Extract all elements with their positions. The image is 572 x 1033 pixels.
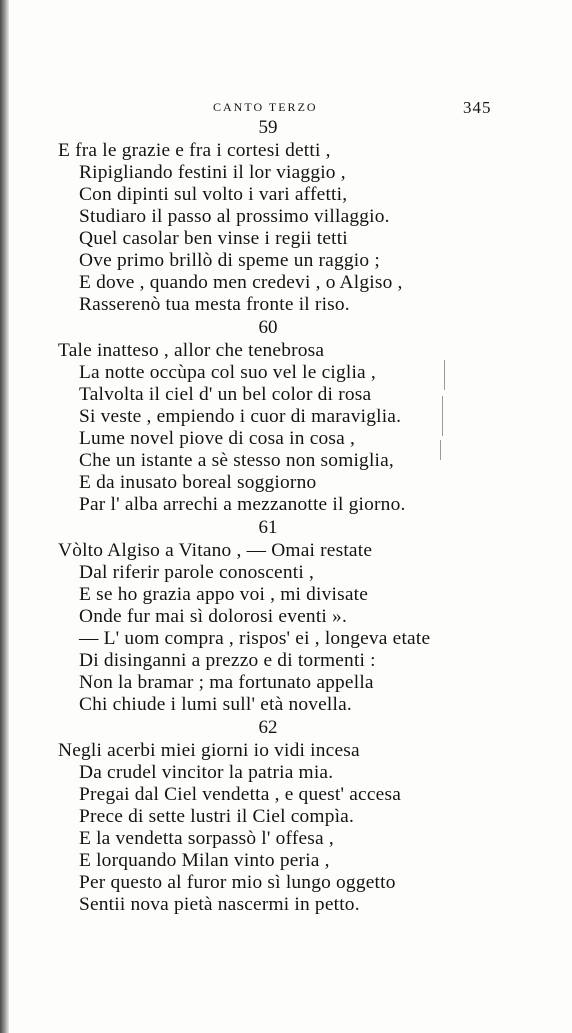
verse-line: Si veste , empiendo i cuor di maraviglia. [79, 406, 402, 427]
verse-line: E se ho grazia appo voi , mi divisate [79, 584, 369, 605]
stanza-number: 62 [258, 717, 278, 738]
verse-line: Prece di sette lustri il Ciel compìa. [79, 806, 355, 827]
verse-line: Onde fur mai sì dolorosi eventi ». [79, 606, 347, 627]
verse-line: Dal riferir parole conoscenti , [79, 562, 315, 583]
running-title: CANTO TERZO [213, 100, 318, 114]
verse-line: Talvolta il ciel d' un bel color di rosa [79, 384, 372, 405]
verse-line: Vòlto Algiso a Vitano , — Omai restate [58, 540, 373, 561]
verse-line: Da crudel vincitor la patria mia. [79, 762, 334, 783]
verse-line: Con dipinti sul volto i vari affetti, [79, 184, 348, 205]
verse-line: E da inusato boreal soggiorno [79, 472, 317, 493]
verse-line: — L' uom compra , rispos' ei , longeva etate [79, 628, 431, 649]
verse-line: Non la bramar ; ma fortunato appella [79, 672, 374, 693]
verse-line: Lume novel piove di cosa in cosa , [79, 428, 356, 449]
verse-line: Tale inatteso , allor che tenebrosa [58, 340, 325, 361]
verse-line: Pregai dal Ciel vendetta , e quest' accesa [79, 784, 402, 805]
verse-line: E lorquando Milan vinto peria , [79, 850, 330, 871]
verse-line: E dove , quando men credevi , o Algiso , [79, 272, 403, 293]
verse-line: Sentii nova pietà nascermi in petto. [79, 894, 360, 915]
verse-line: E fra le grazie e fra i cortesi detti , [58, 140, 331, 161]
margin-mark [442, 396, 443, 436]
verse-line: Par l' alba arrechi a mezzanotte il giorno. [79, 494, 406, 515]
verse-line: Rasserenò tua mesta fronte il riso. [79, 294, 350, 315]
verse-line: Quel casolar ben vinse i regii tetti [79, 228, 348, 249]
margin-mark [440, 440, 441, 460]
verse-line: Negli acerbi miei giorni io vidi incesa [58, 740, 360, 761]
verse-line: Chi chiude i lumi sull' età novella. [79, 694, 352, 715]
verse-line: Ripigliando festini il lor viaggio , [79, 162, 346, 183]
verse-line: Ove primo brillò di speme un raggio ; [79, 250, 380, 271]
verse-line: Per questo al furor mio sì lungo oggetto [79, 872, 396, 893]
page-number: 345 [463, 98, 492, 117]
stanza-number: 59 [258, 117, 278, 138]
verse-line: Che un istante a sè stesso non somiglia, [79, 450, 394, 471]
verse-line: Di disinganni a prezzo e di tormenti : [79, 650, 376, 671]
verse-line: La notte occùpa col suo vel le ciglia , [79, 362, 376, 383]
verse-line: Studiaro il passo al prossimo villaggio. [79, 206, 390, 227]
stanza-number: 61 [258, 517, 278, 538]
stanza-number: 60 [258, 317, 278, 338]
margin-mark [444, 360, 445, 390]
verse-line: E la vendetta sorpassò l' offesa , [79, 828, 334, 849]
